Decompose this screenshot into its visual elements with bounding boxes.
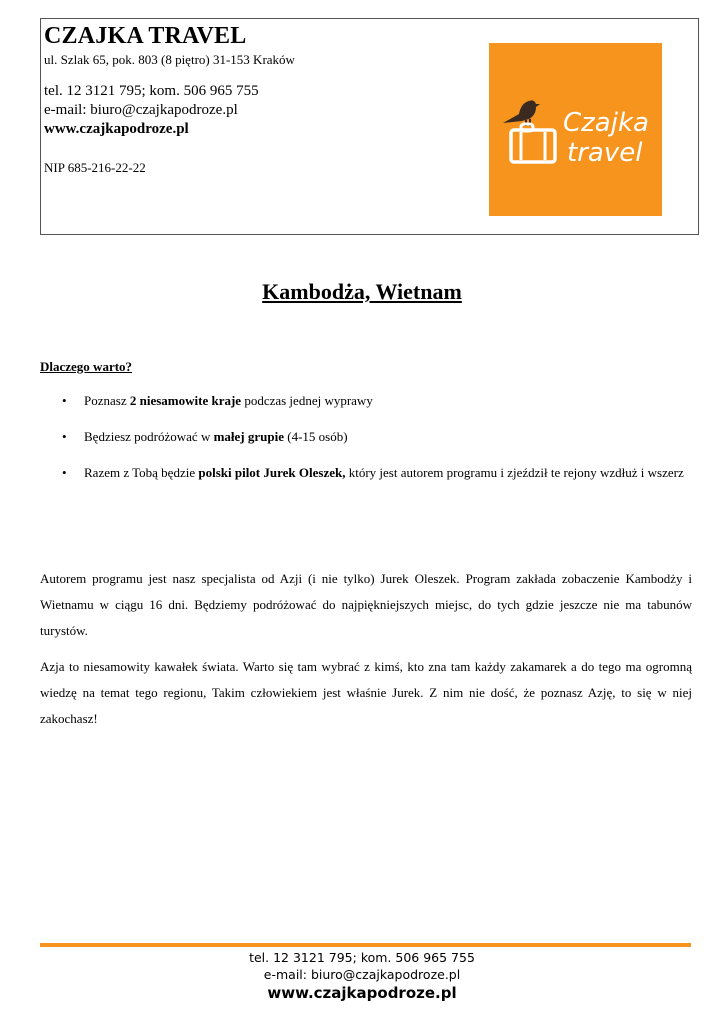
header-box <box>40 18 699 235</box>
logo-text-2: travel <box>567 138 643 168</box>
company-website[interactable]: www.czajkapodroze.pl <box>44 121 189 137</box>
bullet-text: Będziesz podróżować w <box>84 429 214 444</box>
why-heading: Dlaczego warto? <box>40 359 133 374</box>
company-name: CZAJKA TRAVEL <box>44 23 247 49</box>
logo-text-1: Czajka <box>563 108 649 138</box>
bullet-text: podczas jednej wyprawy <box>241 393 373 408</box>
suitcase-bird-logo-icon <box>489 43 662 216</box>
why-list <box>40 388 692 496</box>
bullet-bold-text: małej grupie <box>213 429 284 444</box>
paragraph-asia: Azja to niesamowity kawałek świata. Warto się tam wybrać z kimś, kto zna tam każdy zakamarek a do tego ma ogromną wiedzę na temat tego regionu, Takim człowiekiem jest właśnie Jurek. Z nim nie dość, że poznasz Azję, to się w niej zakochasz! <box>40 659 692 726</box>
list-item <box>40 424 692 450</box>
footer-email: e-mail: biuro@czajkapodroze.pl <box>263 967 461 982</box>
footer-website[interactable]: www.czajkapodroze.pl <box>267 984 457 1002</box>
bullet-text: (4-15 osób) <box>284 429 348 444</box>
czajka-travel-logo <box>489 43 662 216</box>
company-email: e-mail: biuro@czajkapodroze.pl <box>44 102 238 118</box>
footer-divider <box>40 943 691 947</box>
bullet-text: który jest autorem programu i zjeździł te rejony wzdłuż i wszerz <box>345 465 684 480</box>
company-phone: tel. 12 3121 795; kom. 506 965 755 <box>44 83 259 99</box>
paragraph-author: Autorem programu jest nasz specjalista od Azji (i nie tylko) Jurek Oleszek. Program zakłada zobaczenie Kambodży i Wietnamu w ciągu 16 dni. Będziemy podróżować do najpiękniejszych miejsc, do tych gdzie jeszcze nie ma tabunów turystów. <box>40 571 692 638</box>
company-nip: NIP 685-216-22-22 <box>44 160 146 175</box>
list-item <box>40 460 692 486</box>
bullet-bold-text: polski pilot Jurek Oleszek, <box>198 465 346 480</box>
company-address: ul. Szlak 65, pok. 803 (8 piętro) 31-153 Kraków <box>44 52 295 67</box>
bullet-text: Poznasz <box>84 393 130 408</box>
bullet-bold-text: 2 niesamowite kraje <box>129 393 242 408</box>
list-item <box>40 388 692 414</box>
bullet-text: Razem z Tobą będzie <box>84 465 199 480</box>
footer-phone: tel. 12 3121 795; kom. 506 965 755 <box>249 950 475 965</box>
page-title: Kambodża, Wietnam <box>262 279 462 304</box>
